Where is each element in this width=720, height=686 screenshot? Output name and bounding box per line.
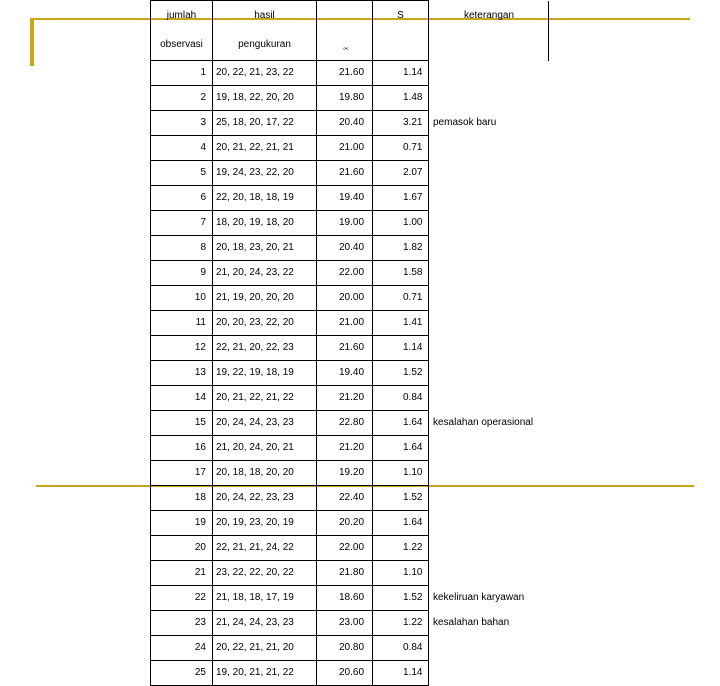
row-mean: 19.80	[317, 86, 373, 111]
mean-symbol: x̄	[344, 47, 350, 51]
row-std-dev: 1.10	[373, 461, 429, 486]
table-row	[151, 286, 549, 311]
row-mean: 22.40	[317, 486, 373, 511]
row-std-dev: 3.21	[373, 111, 429, 136]
header-pengukuran: pengukuran	[213, 31, 317, 61]
row-mean: 21.00	[317, 311, 373, 336]
row-measurements: 19, 22, 19, 18, 19	[213, 361, 317, 386]
row-number: 8	[151, 236, 213, 261]
row-number: 22	[151, 586, 213, 611]
row-std-dev: 1.14	[373, 336, 429, 361]
header-mean-blank	[317, 1, 373, 31]
header-s: S	[373, 1, 429, 31]
row-mean: 19.00	[317, 211, 373, 236]
row-std-dev: 0.71	[373, 286, 429, 311]
row-note	[429, 161, 549, 186]
row-std-dev: 1.52	[373, 486, 429, 511]
table-row	[151, 136, 549, 161]
row-mean: 22.00	[317, 536, 373, 561]
table-row	[151, 236, 549, 261]
row-std-dev: 2.07	[373, 161, 429, 186]
row-std-dev: 1.14	[373, 661, 429, 686]
row-number: 18	[151, 486, 213, 511]
observation-table	[150, 0, 549, 686]
row-note	[429, 436, 549, 461]
row-note	[429, 186, 549, 211]
row-number: 11	[151, 311, 213, 336]
row-std-dev: 1.67	[373, 186, 429, 211]
header-s-blank	[373, 31, 429, 61]
table-row	[151, 211, 549, 236]
row-note	[429, 361, 549, 386]
row-note	[429, 386, 549, 411]
row-measurements: 20, 21, 22, 21, 21	[213, 136, 317, 161]
table-row	[151, 561, 549, 586]
row-number: 20	[151, 536, 213, 561]
decor-vertical-bar	[30, 18, 34, 66]
row-std-dev: 1.22	[373, 536, 429, 561]
row-measurements: 25, 18, 20, 17, 22	[213, 111, 317, 136]
row-mean: 21.80	[317, 561, 373, 586]
row-number: 6	[151, 186, 213, 211]
table-row	[151, 61, 549, 86]
row-std-dev: 1.64	[373, 511, 429, 536]
table-row	[151, 186, 549, 211]
row-std-dev: 1.82	[373, 236, 429, 261]
row-measurements: 21, 20, 24, 20, 21	[213, 436, 317, 461]
row-measurements: 21, 20, 24, 23, 22	[213, 261, 317, 286]
row-measurements: 21, 19, 20, 20, 20	[213, 286, 317, 311]
row-note	[429, 311, 549, 336]
row-number: 14	[151, 386, 213, 411]
row-std-dev: 0.84	[373, 636, 429, 661]
row-mean: 20.80	[317, 636, 373, 661]
row-std-dev: 1.52	[373, 361, 429, 386]
row-measurements: 20, 22, 21, 23, 22	[213, 61, 317, 86]
table-row	[151, 511, 549, 536]
row-number: 16	[151, 436, 213, 461]
row-std-dev: 1.41	[373, 311, 429, 336]
table-row	[151, 361, 549, 386]
row-std-dev: 1.00	[373, 211, 429, 236]
row-measurements: 22, 21, 20, 22, 23	[213, 336, 317, 361]
table-row	[151, 161, 549, 186]
header-row-1	[151, 1, 549, 31]
row-note	[429, 636, 549, 661]
row-number: 19	[151, 511, 213, 536]
table-row	[151, 486, 549, 511]
row-std-dev: 1.58	[373, 261, 429, 286]
row-number: 3	[151, 111, 213, 136]
row-number: 4	[151, 136, 213, 161]
header-jumlah: jumlah	[151, 1, 213, 31]
header-keterangan-blank	[429, 31, 549, 61]
table-row	[151, 636, 549, 661]
row-number: 21	[151, 561, 213, 586]
row-measurements: 19, 20, 21, 21, 22	[213, 661, 317, 686]
row-note	[429, 61, 549, 86]
row-std-dev: 1.48	[373, 86, 429, 111]
header-hasil: hasil	[213, 1, 317, 31]
row-note	[429, 561, 549, 586]
table-row	[151, 611, 549, 636]
row-mean: 23.00	[317, 611, 373, 636]
row-note	[429, 486, 549, 511]
row-note	[429, 136, 549, 161]
row-number: 2	[151, 86, 213, 111]
row-measurements: 20, 22, 21, 21, 20	[213, 636, 317, 661]
table-row	[151, 536, 549, 561]
table-row	[151, 261, 549, 286]
row-note	[429, 336, 549, 361]
row-std-dev: 1.52	[373, 586, 429, 611]
row-std-dev: 1.64	[373, 411, 429, 436]
row-mean: 20.40	[317, 236, 373, 261]
row-measurements: 18, 20, 19, 18, 20	[213, 211, 317, 236]
row-note	[429, 461, 549, 486]
row-measurements: 20, 24, 24, 23, 23	[213, 411, 317, 436]
row-note	[429, 286, 549, 311]
row-number: 23	[151, 611, 213, 636]
row-std-dev: 0.84	[373, 386, 429, 411]
row-number: 24	[151, 636, 213, 661]
row-mean: 21.60	[317, 161, 373, 186]
row-number: 17	[151, 461, 213, 486]
table-row	[151, 436, 549, 461]
row-measurements: 19, 18, 22, 20, 20	[213, 86, 317, 111]
table-row	[151, 336, 549, 361]
table-row	[151, 311, 549, 336]
row-mean: 21.00	[317, 136, 373, 161]
row-mean: 18.60	[317, 586, 373, 611]
row-std-dev: 1.10	[373, 561, 429, 586]
table-row	[151, 386, 549, 411]
table-row	[151, 586, 549, 611]
row-note	[429, 511, 549, 536]
row-mean: 19.40	[317, 186, 373, 211]
row-mean: 20.20	[317, 511, 373, 536]
row-measurements: 23, 22, 22, 20, 22	[213, 561, 317, 586]
row-mean: 21.20	[317, 436, 373, 461]
row-note	[429, 86, 549, 111]
row-number: 1	[151, 61, 213, 86]
row-measurements: 20, 18, 18, 20, 20	[213, 461, 317, 486]
table-row	[151, 461, 549, 486]
row-number: 9	[151, 261, 213, 286]
row-mean: 19.40	[317, 361, 373, 386]
row-mean: 22.80	[317, 411, 373, 436]
row-measurements: 20, 18, 23, 20, 21	[213, 236, 317, 261]
row-number: 7	[151, 211, 213, 236]
row-measurements: 22, 20, 18, 18, 19	[213, 186, 317, 211]
header-observasi: observasi	[151, 31, 213, 61]
header-mean	[317, 31, 373, 61]
row-measurements: 21, 18, 18, 17, 19	[213, 586, 317, 611]
row-number: 5	[151, 161, 213, 186]
row-note: kesalahan operasional	[429, 411, 549, 436]
row-mean: 20.60	[317, 661, 373, 686]
row-mean: 20.00	[317, 286, 373, 311]
row-mean: 20.40	[317, 111, 373, 136]
row-note	[429, 261, 549, 286]
row-measurements: 20, 19, 23, 20, 19	[213, 511, 317, 536]
row-std-dev: 1.22	[373, 611, 429, 636]
row-measurements: 22, 21, 21, 24, 22	[213, 536, 317, 561]
row-number: 15	[151, 411, 213, 436]
row-measurements: 20, 24, 22, 23, 23	[213, 486, 317, 511]
row-std-dev: 0.71	[373, 136, 429, 161]
table-row	[151, 86, 549, 111]
row-note: kekeliruan karyawan	[429, 586, 549, 611]
row-number: 13	[151, 361, 213, 386]
table-body	[151, 1, 549, 686]
row-note: kesalahan bahan	[429, 611, 549, 636]
row-note	[429, 211, 549, 236]
row-number: 25	[151, 661, 213, 686]
row-measurements: 20, 21, 22, 21, 22	[213, 386, 317, 411]
row-note: pemasok baru	[429, 111, 549, 136]
row-measurements: 20, 20, 23, 22, 20	[213, 311, 317, 336]
table-row	[151, 111, 549, 136]
row-measurements: 21, 24, 24, 23, 23	[213, 611, 317, 636]
row-number: 10	[151, 286, 213, 311]
row-std-dev: 1.64	[373, 436, 429, 461]
row-note	[429, 236, 549, 261]
row-mean: 19.20	[317, 461, 373, 486]
table-row	[151, 661, 549, 686]
header-row-2	[151, 31, 549, 61]
row-note	[429, 536, 549, 561]
row-mean: 21.60	[317, 336, 373, 361]
row-note	[429, 661, 549, 686]
row-measurements: 19, 24, 23, 22, 20	[213, 161, 317, 186]
row-mean: 21.20	[317, 386, 373, 411]
row-std-dev: 1.14	[373, 61, 429, 86]
row-mean: 21.60	[317, 61, 373, 86]
header-keterangan: keterangan	[429, 1, 549, 31]
table-row	[151, 411, 549, 436]
row-mean: 22.00	[317, 261, 373, 286]
row-number: 12	[151, 336, 213, 361]
